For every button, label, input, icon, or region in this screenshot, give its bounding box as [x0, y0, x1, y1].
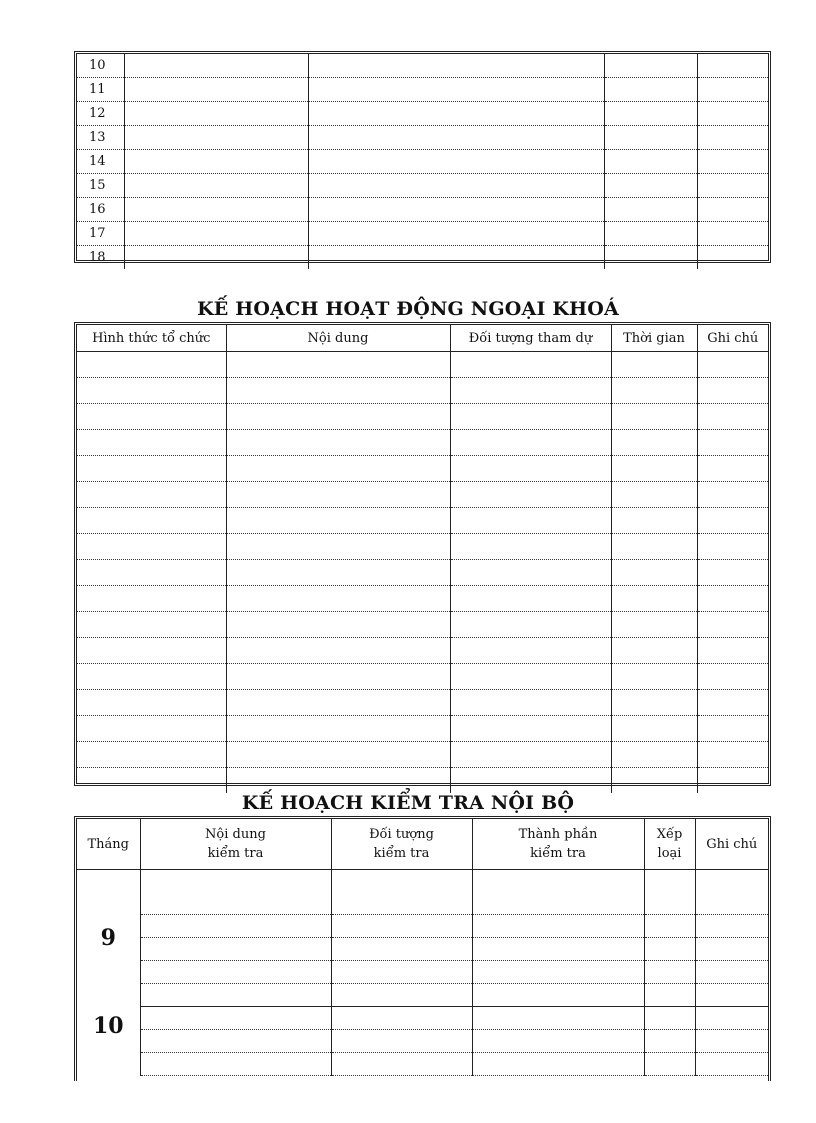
header-participants: Đối tượng tham dự — [450, 325, 611, 352]
table-row — [77, 54, 768, 78]
table-row — [77, 430, 768, 456]
row-number: 17 — [77, 222, 124, 246]
table-row — [77, 1053, 768, 1076]
table-row — [77, 560, 768, 586]
month-cell: 10 — [77, 1007, 140, 1076]
table-row — [77, 404, 768, 430]
header-inspection-target: Đối tượng kiểm tra — [331, 819, 472, 870]
header-month: Tháng — [77, 819, 140, 870]
row-number: 16 — [77, 198, 124, 222]
header-organization-form: Hình thức tổ chức — [77, 325, 226, 352]
table-row — [77, 938, 768, 961]
table-row — [77, 638, 768, 664]
table-row — [77, 768, 768, 794]
table-row — [77, 984, 768, 1007]
table-row — [77, 586, 768, 612]
table-row — [77, 126, 768, 150]
header-ranking: Xếp loại — [644, 819, 695, 870]
header-inspection-content: Nội dung kiểm tra — [140, 819, 331, 870]
extracurricular-plan-table — [74, 322, 771, 786]
table-row — [77, 150, 768, 174]
table-row — [77, 961, 768, 984]
table-row — [77, 482, 768, 508]
table-row — [77, 690, 768, 716]
row-number: 13 — [77, 126, 124, 150]
header-row — [77, 325, 768, 352]
row-number: 15 — [77, 174, 124, 198]
table-row — [77, 378, 768, 404]
row-number: 10 — [77, 54, 124, 78]
table-row — [77, 456, 768, 482]
header-content: Nội dung — [226, 325, 450, 352]
header-inspection-members: Thành phần kiểm tra — [472, 819, 644, 870]
internal-inspection-plan-title: KẾ HOẠCH KIỂM TRA NỘI BỘ — [241, 792, 575, 814]
extracurricular-plan-title: KẾ HOẠCH HOẠT ĐỘNG NGOẠI KHOÁ — [197, 298, 619, 320]
header-row — [77, 819, 768, 870]
table-row — [77, 246, 768, 270]
row-number: 12 — [77, 102, 124, 126]
header-notes: Ghi chú — [695, 819, 768, 870]
table-row — [77, 78, 768, 102]
table-row — [77, 508, 768, 534]
table-row — [77, 716, 768, 742]
table-row — [77, 1030, 768, 1053]
table-row — [77, 870, 768, 893]
row-number: 11 — [77, 78, 124, 102]
table-row — [77, 664, 768, 690]
header-notes: Ghi chú — [697, 325, 768, 352]
table-row — [77, 174, 768, 198]
table-row — [77, 102, 768, 126]
table-row — [77, 198, 768, 222]
table-row — [77, 742, 768, 768]
table-row — [77, 352, 768, 378]
table-row — [77, 1007, 768, 1030]
month-cell: 9 — [77, 870, 140, 1007]
row-number: 14 — [77, 150, 124, 174]
table-row — [77, 612, 768, 638]
table-row — [77, 534, 768, 560]
header-time: Thời gian — [611, 325, 697, 352]
table-row — [77, 915, 768, 938]
row-number: 18 — [77, 246, 124, 270]
table-row — [77, 222, 768, 246]
internal-inspection-plan-table — [74, 816, 771, 1081]
table-row — [77, 892, 768, 915]
numbered-rows-table — [74, 51, 771, 263]
